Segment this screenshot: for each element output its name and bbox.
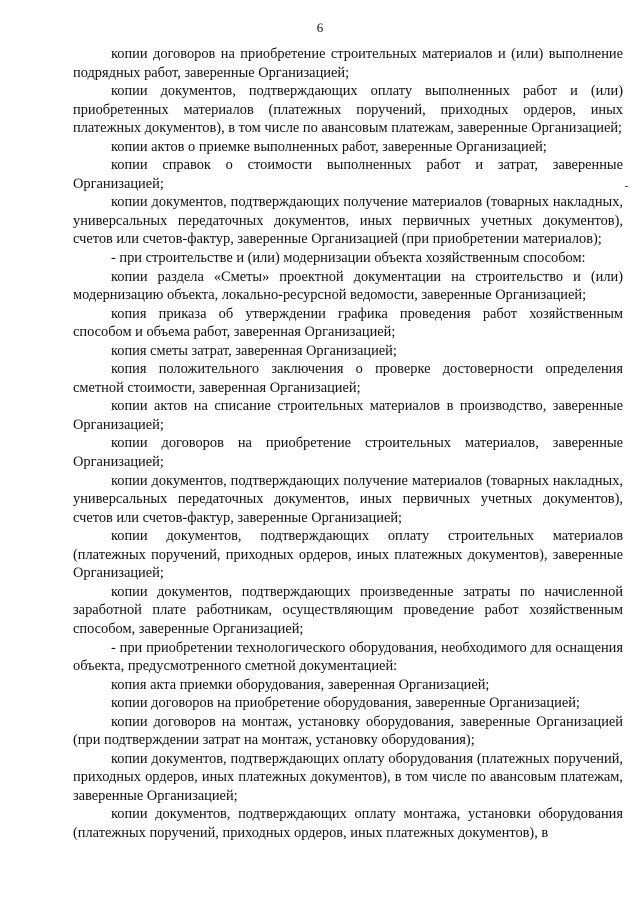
paragraph: копии документов, подтверждающих оплату строительных материалов (платежных поручений, приходных ордеров, иных платежных документов), заверенные Организацией; — [73, 528, 623, 582]
paragraph: копии документов, подтверждающих произведенные затраты по начисленной заработной плате работникам, осуществляющим проведение работ хозяйственным способом, заверенные Организацией; — [73, 583, 623, 637]
paragraph: копии договоров на монтаж, установку оборудования, заверенные Организацией (при подтверждении затрат на монтаж, установку оборудования); — [73, 713, 623, 749]
paragraph: копия акта приемки оборудования, заверенная Организацией; — [111, 676, 490, 693]
paragraph: копия приказа об утверждении графика проведения работ хозяйственным способом и объема работ, заверенная Организацией; — [73, 305, 623, 341]
paragraph: копии актов на списание строительных материалов в производство, заверенные Организацией; — [73, 398, 623, 433]
paragraph: - при приобретении технологического оборудования, необходимого для оснащения объекта, предусмотренного сметной документацией: — [73, 639, 623, 675]
document-body — [73, 45, 623, 843]
paragraph: копии договоров на приобретение строительных материалов и (или) выполнение подрядных работ, заверенные Организацией; — [73, 46, 623, 81]
paragraph: копии документов, подтверждающих получение материалов (товарных накладных, универсальных передаточных документов, иных первичных учетных документов), счетов или счетов-фактур, заверенные Организацией (при приобретении материалов); — [73, 194, 623, 248]
paragraph: - при строительстве и (или) модернизации объекта хозяйственным способом: — [111, 250, 586, 267]
paragraph: копии документов, подтверждающих оплату монтажа, установки оборудования (платежных поручений, приходных ордеров, иных платежных документов), в — [73, 806, 623, 841]
paragraph: копии документов, подтверждающих оплату выполненных работ и (или) приобретенных материалов (платежных поручений, приходных ордеров, иных платежных документов), в том числе по авансовым платежам, заверенные Организацией; — [73, 83, 623, 137]
paragraph: копии договоров на приобретение оборудования, заверенные Организацией; — [111, 695, 580, 712]
scan-mark — [625, 186, 628, 187]
paragraph: копии документов, подтверждающих получение материалов (товарных накладных, универсальных передаточных документов, иных первичных учетных документов), счетов или счетов-фактур, заверенные Организацией; — [73, 472, 623, 526]
page-number: 6 — [316, 20, 324, 35]
paragraph: копии документов, подтверждающих оплату оборудования (платежных поручений, приходных ордеров, иных платежных документов), в том числе по авансовым платежам, заверенные Организацией; — [73, 750, 623, 804]
paragraph: копии актов о приемке выполненных работ, заверенные Организацией; — [111, 138, 547, 155]
paragraph: копии справок о стоимости выполненных работ и затрат, заверенные Организацией; — [73, 157, 623, 192]
paragraph: копии раздела «Сметы» проектной документации на строительство и (или) модернизацию объекта, локально-ресурсной ведомости, заверенные Организацией; — [73, 268, 623, 304]
paragraph: копия сметы затрат, заверенная Организацией; — [111, 342, 397, 359]
paragraph: копии договоров на приобретение строительных материалов, заверенные Организацией; — [73, 435, 623, 471]
paragraph: копия положительного заключения о проверке достоверности определения сметной стоимости, заверенная Организацией; — [73, 361, 623, 396]
